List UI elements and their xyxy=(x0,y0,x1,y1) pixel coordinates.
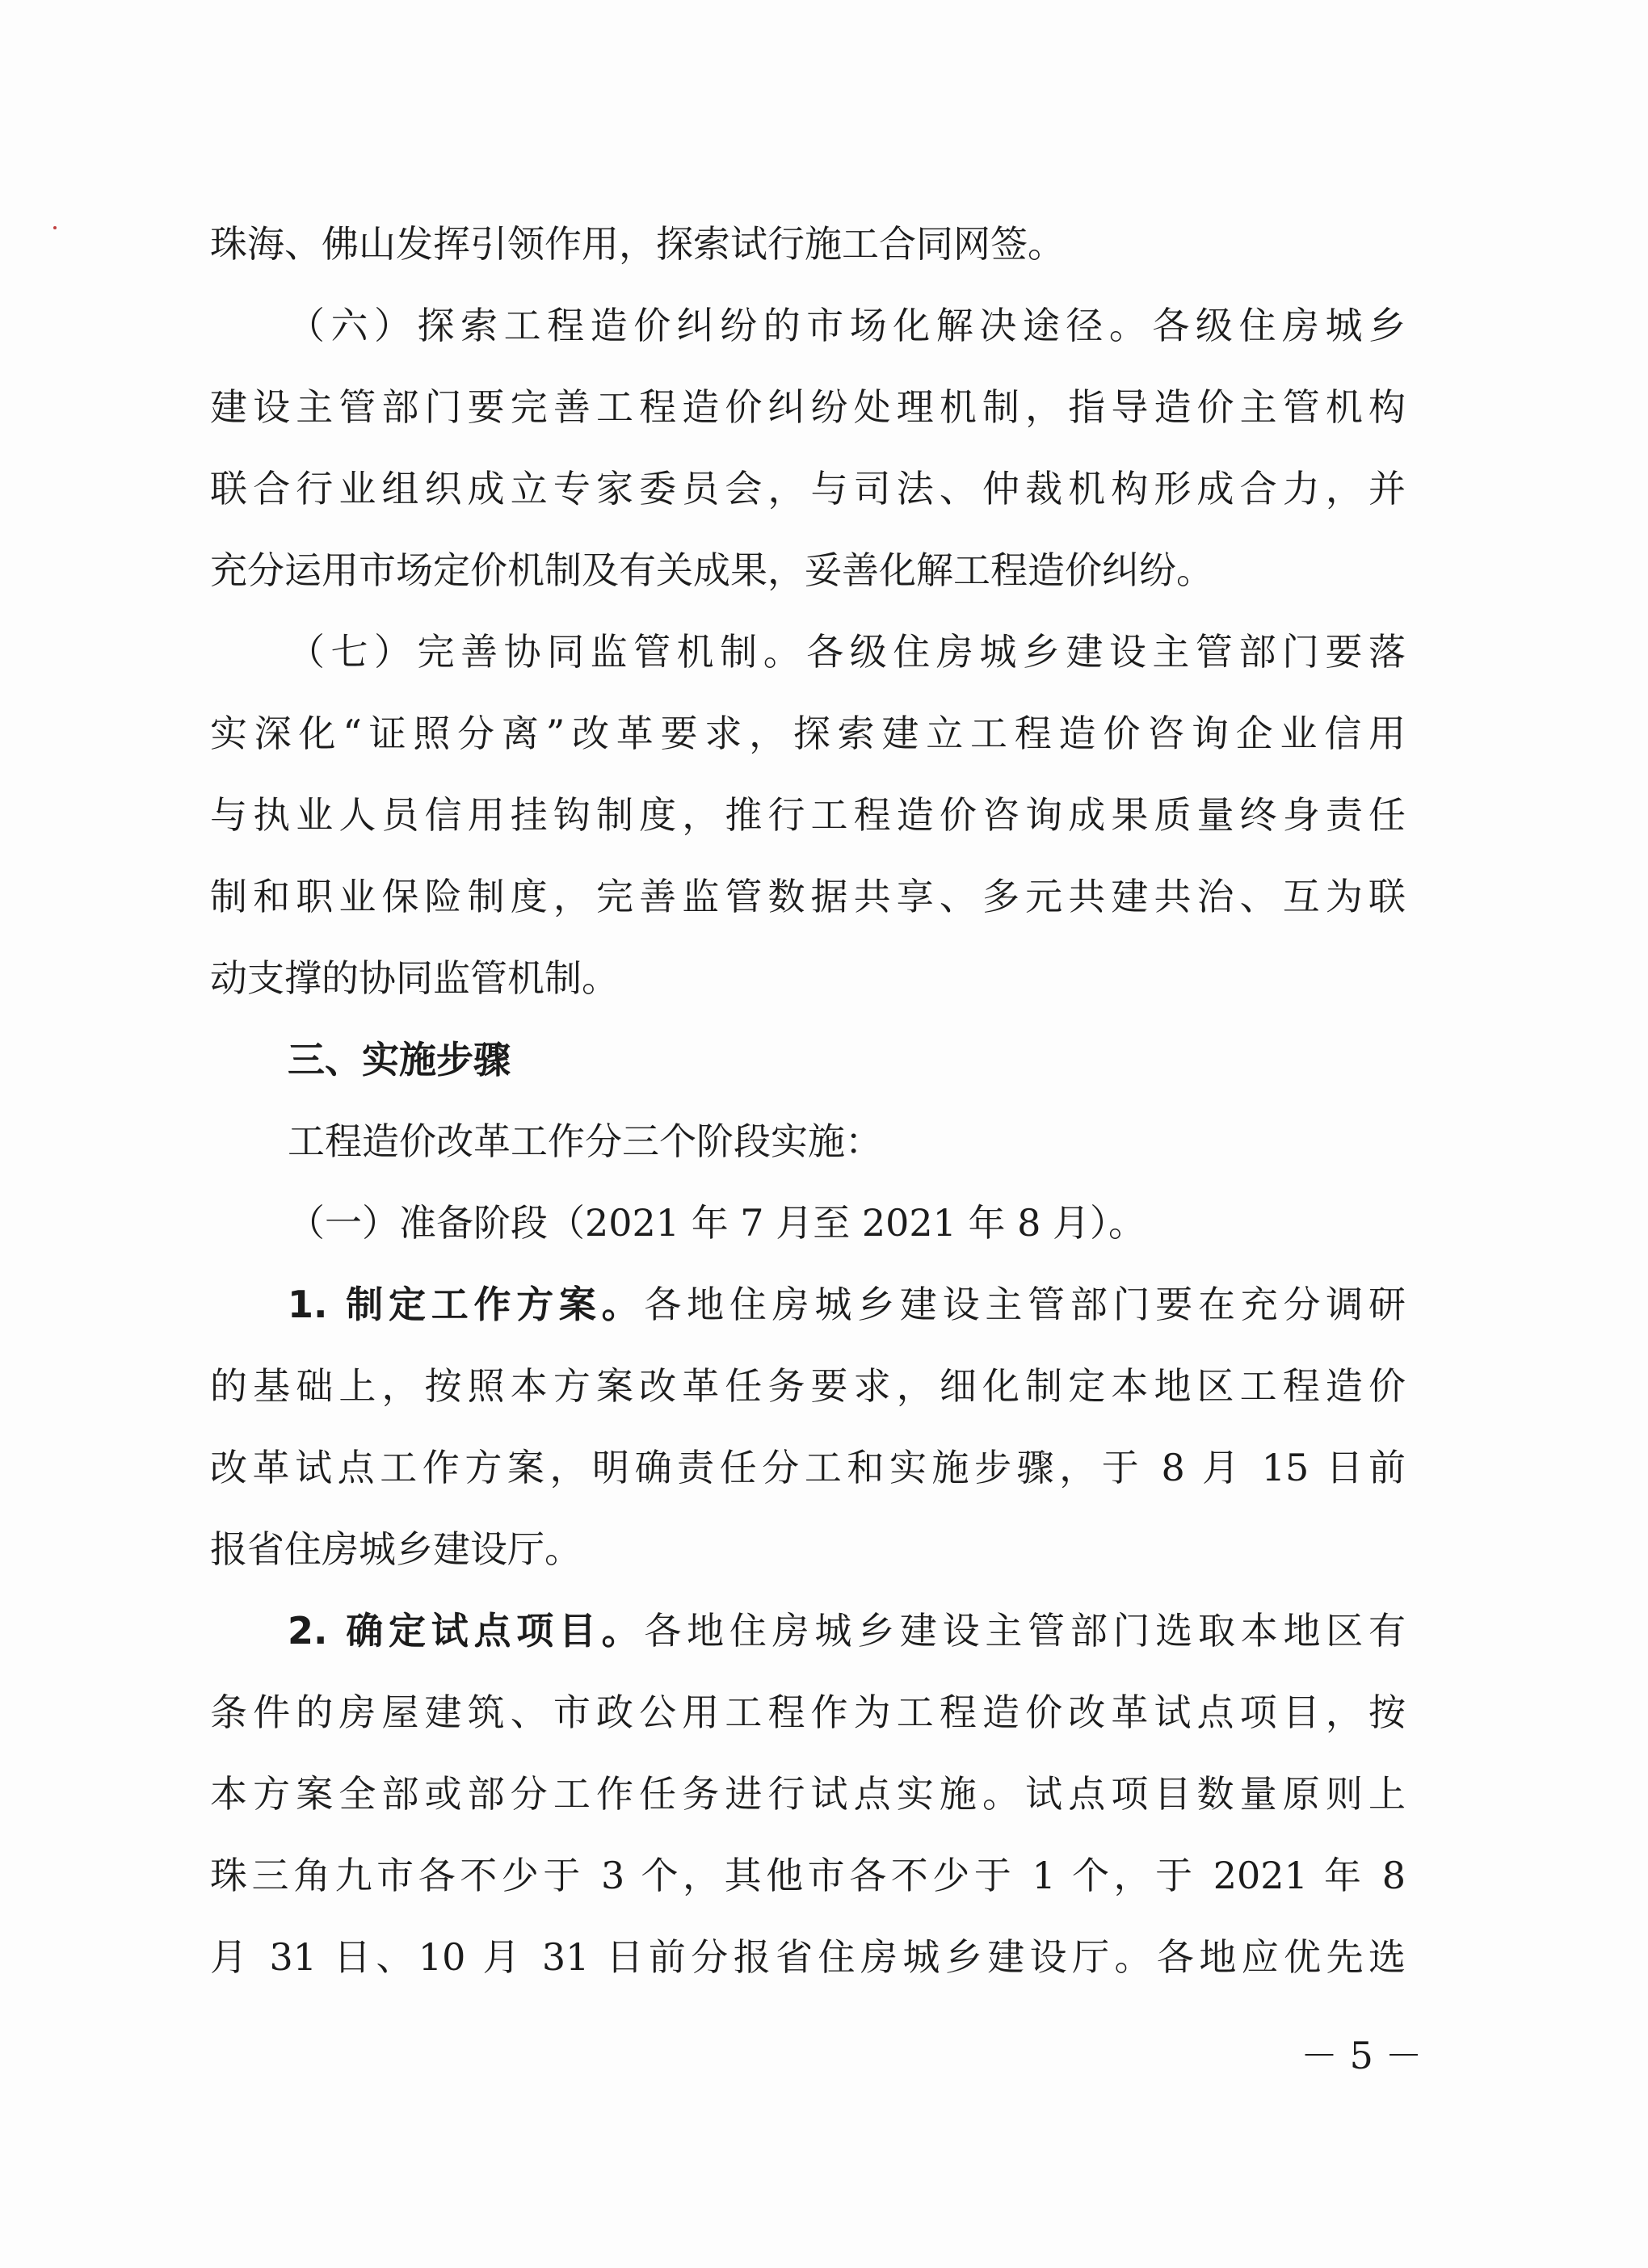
body-line: 实深化“证照分离”改革要求，探索建立工程造价咨询企业信用 xyxy=(210,712,1406,755)
body-line: 工程造价改革工作分三个阶段实施： xyxy=(288,1119,882,1163)
page-speck xyxy=(53,226,57,229)
body-line: 与执业人员信用挂钩制度，推行工程造价咨询成果质量终身责任 xyxy=(210,793,1406,837)
body-line: （一）准备阶段（2021 年 7 月至 2021 年 8 月）。 xyxy=(288,1201,1146,1245)
body-line: 建设主管部门要完善工程造价纠纷处理机制，指导造价主管机构 xyxy=(210,385,1406,429)
section-heading: 三、实施步骤 xyxy=(288,1038,511,1082)
body-line: 改革试点工作方案，明确责任分工和实施步骤，于 8 月 15 日前 xyxy=(210,1446,1406,1489)
body-line: 珠海、佛山发挥引领作用，探索试行施工合同网签。 xyxy=(210,222,1065,266)
body-line: 制和职业保险制度，完善监管数据共享、多元共建共治、互为联 xyxy=(210,875,1406,918)
body-line: 动支撑的协同监管机制。 xyxy=(210,956,619,1000)
body-line xyxy=(210,1606,1406,1655)
bold-lead: 1. 制定工作方案。 xyxy=(288,1283,645,1326)
body-line: 联合行业组织成立专家委员会，与司法、仲裁机构形成合力，并 xyxy=(210,467,1406,510)
body-line: 月 31 日、10 月 31 日前分报省住房城乡建设厅。各地应优先选 xyxy=(210,1935,1406,1979)
body-line: 条件的房屋建筑、市政公用工程作为工程造价改革试点项目，按 xyxy=(210,1690,1406,1734)
page-number: － 5 － xyxy=(1301,2034,1423,2077)
body-line: （六）探索工程造价纠纷的市场化解决途径。各级住房城乡 xyxy=(288,304,1406,347)
body-line: 珠三角九市各不少于 3 个，其他市各不少于 1 个，于 2021 年 8 xyxy=(210,1854,1406,1897)
body-line: 充分运用市场定价机制及有关成果，妥善化解工程造价纠纷。 xyxy=(210,548,1213,592)
body-text: 各地住房城乡建设主管部门选取本地区有 xyxy=(644,1609,1406,1653)
body-line: 本方案全部或部分工作任务进行试点实施。试点项目数量原则上 xyxy=(210,1772,1406,1816)
body-line xyxy=(210,1280,1406,1329)
body-line: （七）完善协同监管机制。各级住房城乡建设主管部门要落 xyxy=(288,630,1406,674)
body-line: 的基础上，按照本方案改革任务要求，细化制定本地区工程造价 xyxy=(210,1364,1406,1408)
bold-lead: 2. 确定试点项目。 xyxy=(288,1609,645,1653)
body-line: 报省住房城乡建设厅。 xyxy=(210,1527,582,1571)
body-text: 各地住房城乡建设主管部门要在充分调研 xyxy=(644,1283,1406,1326)
